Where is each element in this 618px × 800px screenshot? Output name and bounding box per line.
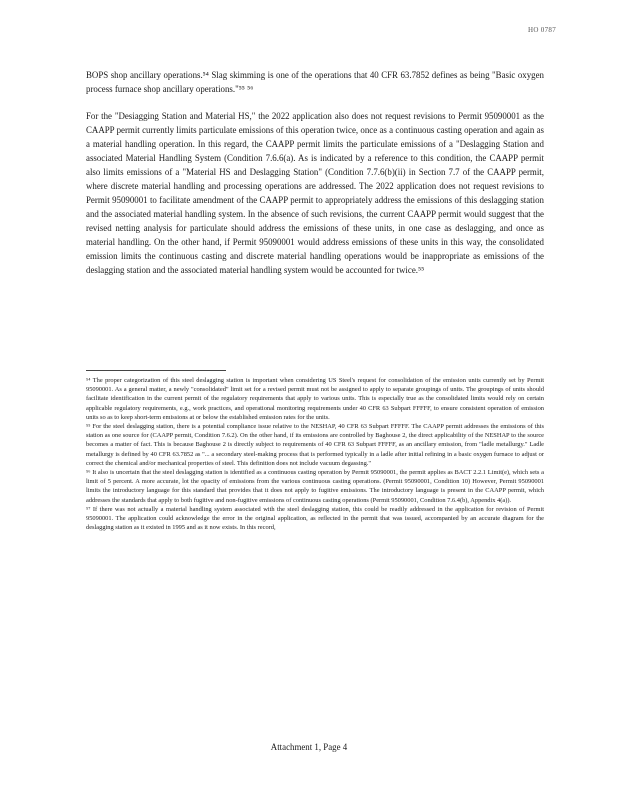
footnote-54: ⁵⁴ The proper categorization of this steel deslagging station is important when considering US Steel's request for consolidation of the emission units currently set by Permit 95090001. As a general matter, a newly "consolidated" limit set for a revised permit must not be assigned to apply to separate groupings of units. The groupings of units should facilitate identification in the current permit of the regulatory requirements that apply to various units. This is especially true as the consolidated limits would rely on certain applicable regulatory requirements, e.g., work practices, and operational monitoring requirements under 40 CFR 63 Subpart FFFFF, to ensure consistent operation of emission units so as to keep short-term emissions at or below the established emission rates for the units. [86, 377, 544, 421]
footnote-55: ⁵⁵ For the steel deslagging station, there is a potential compliance issue relative to the NESHAP, 40 CFR 63 Subpart FFFFF. The CAAPP permit addresses the emissions of this station as one source for (CAAPP permit, Condition 7.6.2). On the other hand, if its emissions are controlled by Baghouse 2, the direct applicability of the NESHAP to the source becomes a matter of fact. This is because Baghouse 2 is directly subject to requirements of 40 CFR 63 Subpart FFFFF, as an ancillary emission, from "ladle metallurgy." Ladle metallurgy is defined by 40 CFR 63.7852 as "... a secondary steel-making process that is performed typically in a ladle after initial refining in a basic oxygen furnace to adjust or correct the chemical and/or mechanical properties of steel. This definition does not include vacuum degassing." [86, 423, 544, 467]
footnotes [86, 376, 544, 532]
document-id: HO 0787 [528, 26, 556, 34]
page-footer: Attachment 1, Page 4 [270, 742, 348, 752]
paragraph-1: BOPS shop ancillary operations.⁵⁴ Slag skimming is one of the operations that 40 CFR 63.7852 defines as being "Basic oxygen process furnace shop ancillary operations."⁵⁵ ⁵⁶ [86, 70, 544, 94]
body-text [86, 68, 544, 290]
footnote-separator [86, 370, 226, 371]
footnote-57: ⁵⁷ If there was not actually a material handling system associated with the steel deslagging station, this could be readily addressed in the application for revision of Permit 95090001. The application could acknowledge the error in the original application, as reflected in the permit that was issued, accompanied by an accurate diagram for the deslagging station as it existed in 1995 and as it now exists. In this record, [86, 505, 544, 532]
paragraph-2: For the "Desiagging Station and Material HS," the 2022 application also does not request revisions to Permit 95090001 as the CAAPP permit currently limits particulate emissions of this operation twice, once as a continuous casting operation and again as a material handling operation. In this regard, the CAAPP permit limits the particulate emissions of a "Deslagging Station and associated Material Handling System (Condition 7.6.6(a). As is indicated by a reference to this condition, the CAAPP permit also limits emissions of a "Material HS and Deslagging Station" (Condition 7.7.6(b)(ii) in Section 7.7 of the CAAPP permit, where discrete material handling and processing operations are addressed. The 2022 application does not request revisions to Permit 95090001 to facilitate amendment of the CAAPP permit to appropriately address the emissions of this deslagging station and the associated material handling system. In the absence of such revisions, the current CAAPP permit would suggest that the revised netting analysis for particulate should address the emissions of these units, in one case as deslagging, and once as material handling. On the other hand, if Permit 95090001 would address emissions of these units in this way, the consolidated emission limits the continuous casting and discrete material handling operations would be inappropriate as emissions of the deslagging station and the associated material handling system would be accounted for twice.⁵⁵ [86, 111, 544, 275]
footnote-56: ⁵⁶ It also is uncertain that the steel deslagging station is identified as a continuous casting operation by Permit 95090001, the permit applies as BACT 2.2.1 Limit(e), which sets a limit of 5 percent. A more accurate, lot the opacity of emissions from the various continuous casting operations. (Permit 95090001, Condition 10) However, Permit 95090001 limits the introductory language for this standard that provides that it does not apply to fugitive emissions. The introductory language is present in the CAAPP permit, which addresses the standards that apply to both fugitive and non-fugitive emissions of continuous casting operations (Permit 95090001, Condition 7.6.4(b), Appendix 4(a)). [86, 469, 544, 504]
